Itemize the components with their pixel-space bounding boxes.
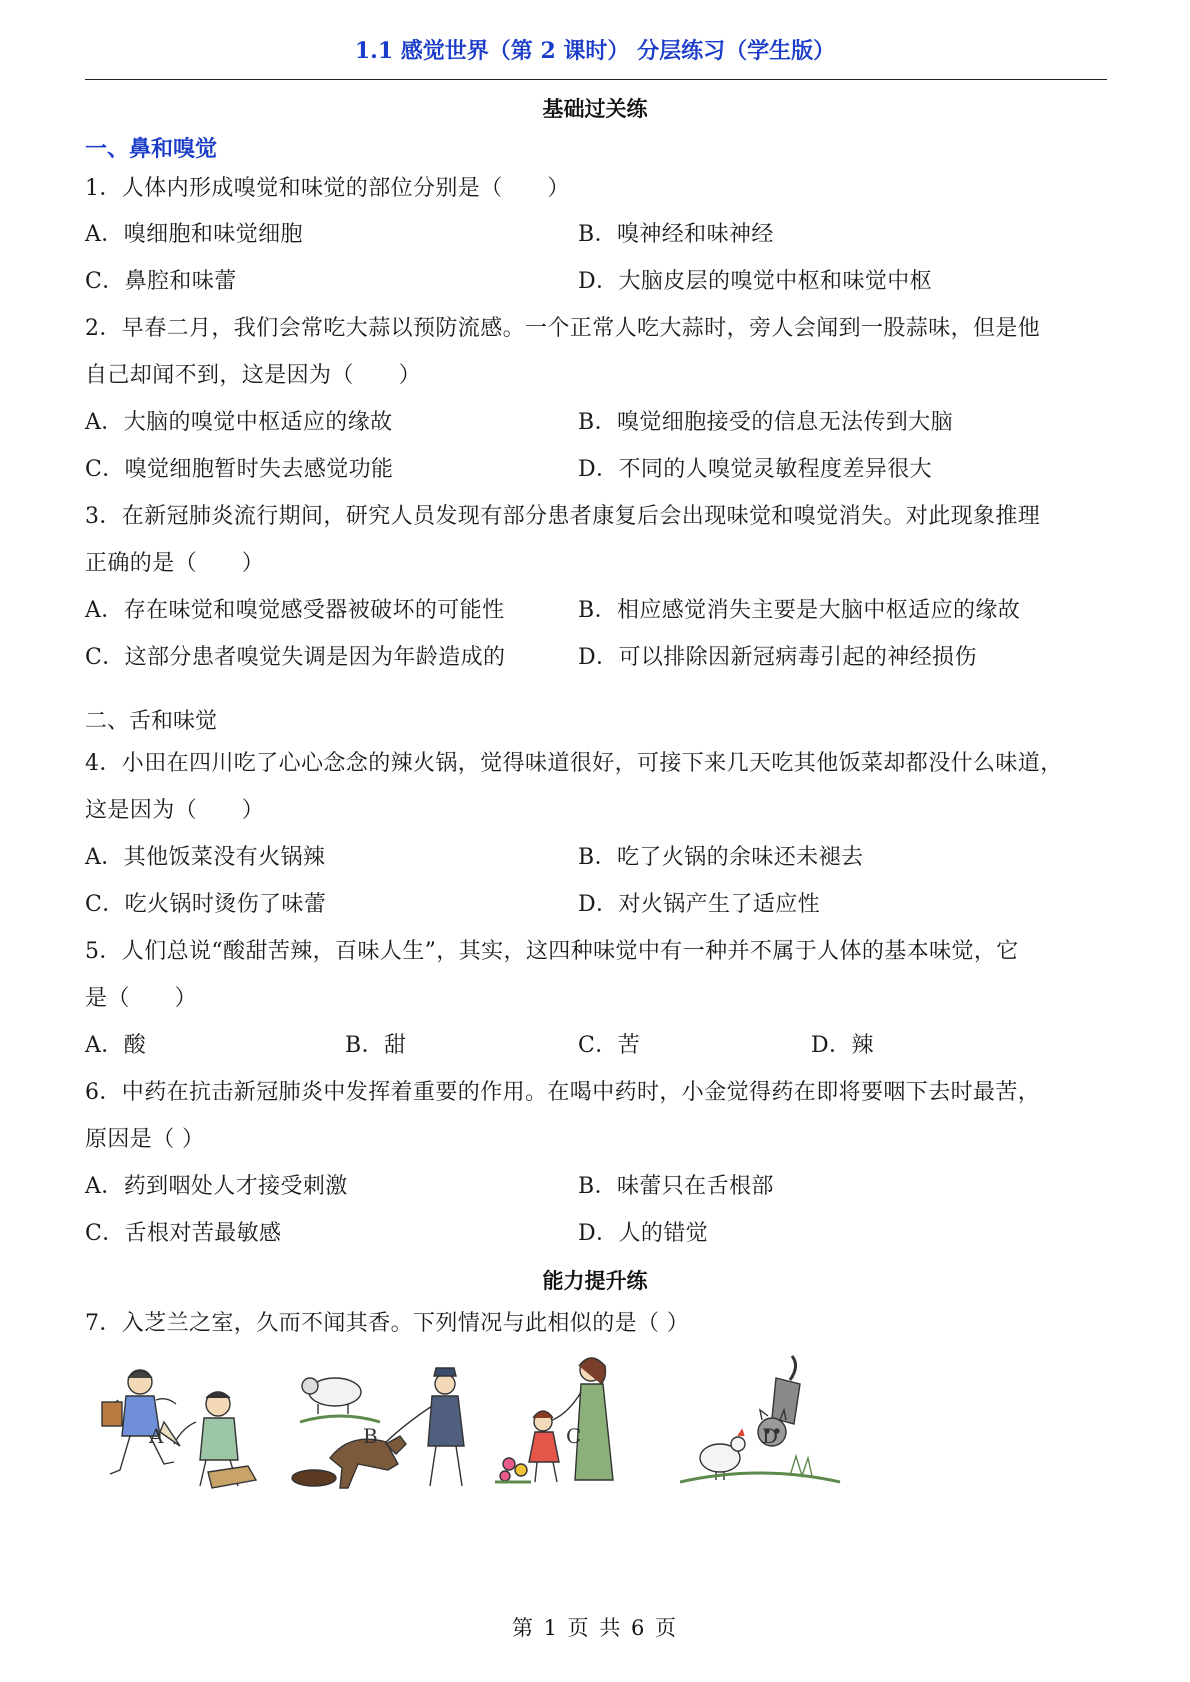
illustration-option-a <box>88 1362 263 1492</box>
page-footer: 第 1 页 共 6 页 <box>511 1616 679 1640</box>
question-2-stem-line1: 2．早春二月，我们会常吃大蒜以预防流感。一个正常人吃大蒜时，旁人会闻到一股蒜味，但是他 <box>85 316 1041 341</box>
illustration-label-c: C <box>566 1424 582 1448</box>
illustration-option-c <box>495 1352 645 1492</box>
section-title-advanced: 能力提升练 <box>542 1268 648 1293</box>
question-2-option-b: B．嗅觉细胞接受的信息无法传到大脑 <box>578 410 953 435</box>
question-2-option-c: C．嗅觉细胞暂时失去感觉功能 <box>85 457 394 482</box>
question-5-stem-line1: 5．人们总说“酸甜苦辣，百味人生”，其实，这四种味觉中有一种并不属于人体的基本味觉，它 <box>85 939 1019 964</box>
question-1-option-d: D．大脑皮层的嗅觉中枢和味觉中枢 <box>578 269 933 294</box>
question-4-option-a: A．其他饭菜没有火锅辣 <box>85 845 326 870</box>
illustration-option-d <box>680 1352 845 1492</box>
question-4-option-d: D．对火锅产生了适应性 <box>578 892 821 917</box>
question-6-option-a: A．药到咽处人才接受刺激 <box>85 1174 348 1199</box>
subheading-tongue-taste: 二、舌和味觉 <box>85 709 218 734</box>
illustration-label-a: A <box>149 1424 164 1448</box>
question-3-option-a: A．存在味觉和嗅觉感受器被破坏的可能性 <box>85 598 505 623</box>
question-4-option-c: C．吃火锅时烫伤了味蕾 <box>85 892 327 917</box>
question-1-option-c: C．鼻腔和味蕾 <box>85 269 237 294</box>
question-7-stem: 7．入芝兰之室，久而不闻其香。下列情况与此相似的是（ ） <box>85 1311 690 1336</box>
question-5-option-b: B．甜 <box>345 1033 407 1058</box>
question-4-option-b: B．吃了火锅的余味还未褪去 <box>578 845 864 870</box>
illustration-label-b: B <box>363 1424 378 1448</box>
question-2-stem-line2: 自己却闻不到，这是因为（ ） <box>85 363 422 388</box>
document-title: 1.1 感觉世界（第 2 课时） 分层练习（学生版） <box>354 38 836 64</box>
illustration-label-d: D <box>762 1424 779 1448</box>
question-5-option-c: C．苦 <box>578 1033 641 1058</box>
section-title-basic: 基础过关练 <box>542 96 648 121</box>
subheading-nose-smell: 一、鼻和嗅觉 <box>85 136 218 162</box>
question-3-stem-line2: 正确的是（ ） <box>85 551 265 576</box>
question-5-option-d: D．辣 <box>811 1033 874 1058</box>
question-3-stem-line1: 3．在新冠肺炎流行期间，研究人员发现有部分患者康复后会出现味觉和嗅觉消失。对此现象推理 <box>85 504 1041 529</box>
question-3-option-d: D．可以排除因新冠病毒引起的神经损伤 <box>578 645 977 670</box>
question-6-stem-line1: 6．中药在抗击新冠肺炎中发挥着重要的作用。在喝中药时，小金觉得药在即将要咽下去时最苦， <box>85 1080 1041 1105</box>
question-6-option-d: D．人的错觉 <box>578 1221 709 1246</box>
question-5-option-a: A．酸 <box>85 1033 147 1058</box>
question-4-stem-line1: 4．小田在四川吃了心心念念的辣火锅，觉得味道很好，可接下来几天吃其他饭菜却都没什么味道， <box>85 751 1063 776</box>
question-1-option-b: B．嗅神经和味神经 <box>578 222 774 247</box>
question-2-option-d: D．不同的人嗅觉灵敏程度差异很大 <box>578 457 933 482</box>
question-3-option-b: B．相应感觉消失主要是大脑中枢适应的缘故 <box>578 598 1021 623</box>
question-6-stem-line2: 原因是（ ） <box>85 1127 205 1152</box>
question-1-stem: 1．人体内形成嗅觉和味觉的部位分别是（ ） <box>85 176 570 201</box>
illustration-option-b <box>290 1362 470 1492</box>
question-6-option-b: B．味蕾只在舌根部 <box>578 1174 774 1199</box>
question-6-option-c: C．舌根对苦最敏感 <box>85 1221 282 1246</box>
question-2-option-a: A．大脑的嗅觉中枢适应的缘故 <box>85 410 393 435</box>
question-5-stem-line2: 是（ ） <box>85 986 198 1011</box>
question-1-option-a: A．嗅细胞和味觉细胞 <box>85 222 303 247</box>
header-rule <box>85 79 1107 80</box>
question-4-stem-line2: 这是因为（ ） <box>85 798 265 823</box>
question-3-option-c: C．这部分患者嗅觉失调是因为年龄造成的 <box>85 645 506 670</box>
